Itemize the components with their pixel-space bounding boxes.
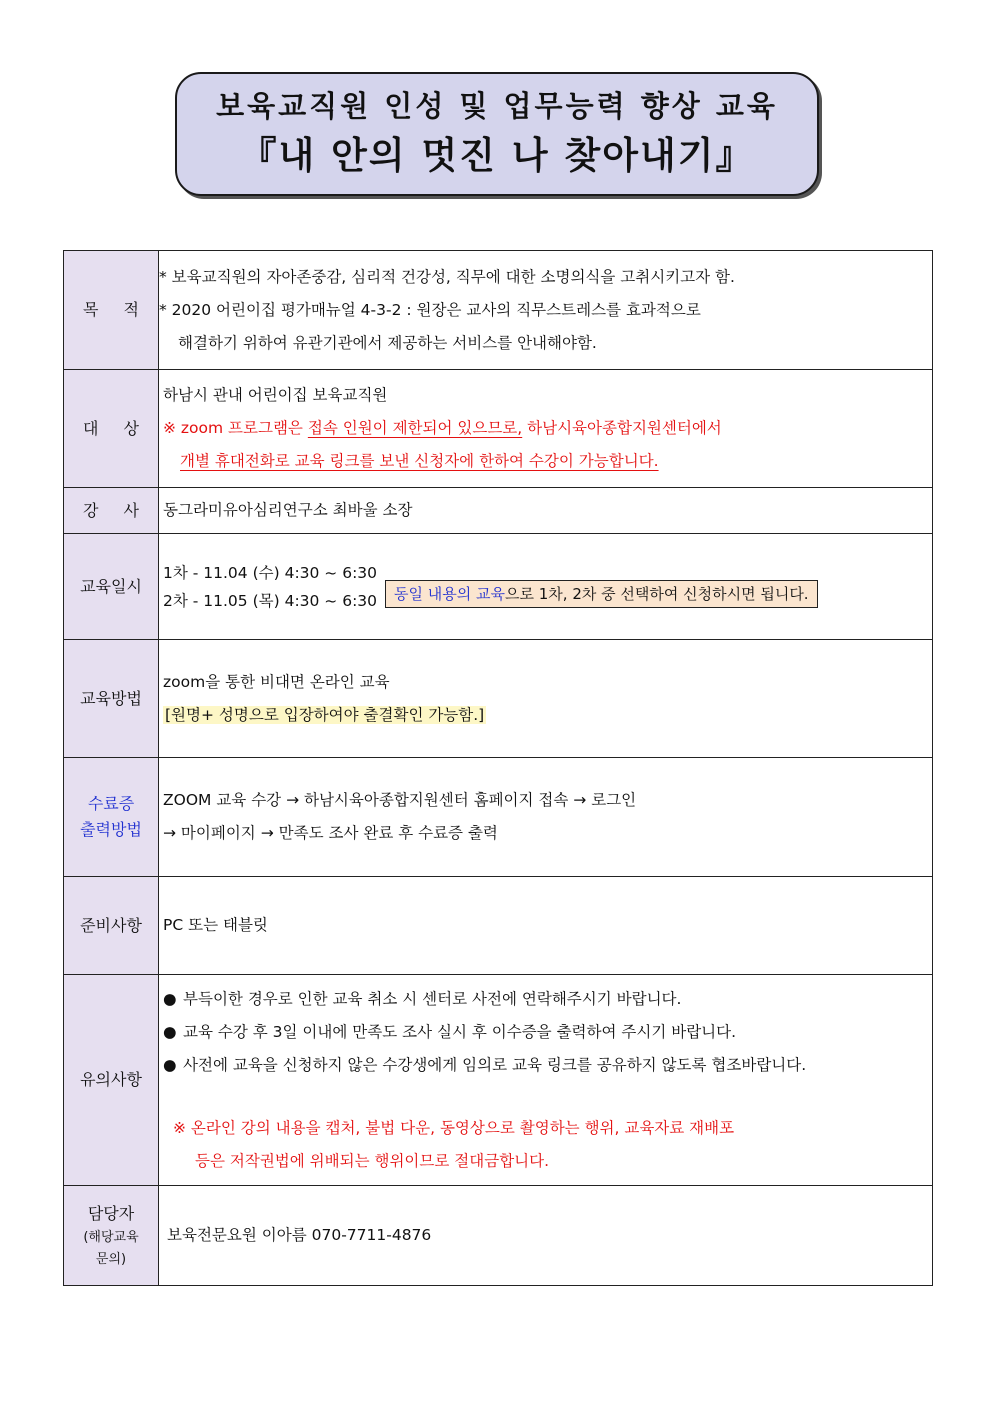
title-main: 보육교직원 인성 및 업무능력 향상 교육 [216, 89, 778, 123]
label-instructor: 강 사 [64, 488, 159, 534]
label-certificate: 수료증 출력방법 [64, 758, 159, 877]
content-purpose [159, 251, 933, 370]
label-purpose: 목 적 [64, 251, 159, 370]
label-preparation: 준비사항 [64, 877, 159, 975]
method-line-2: [원명+ 성명으로 입장하여야 출결확인 가능함.] [165, 705, 485, 724]
contact-value: 보육전문요원 이아름 070-7711-4876 [167, 1226, 432, 1244]
target-line-3: 개별 휴대전화로 교육 링크를 보낸 신청자에 한하여 수강이 가능합니다. [180, 452, 659, 470]
content-instructor [159, 488, 933, 534]
purpose-line-2: * 2020 어린이집 평가매뉴얼 4-3-2 : 원장은 교사의 직무스트레스를 효과적으로 [159, 300, 701, 319]
notes-bullet: ● 부득이한 경우로 인한 교육 취소 시 센터로 사전에 연락해주시기 바랍니다. [163, 989, 682, 1008]
label-notes: 유의사항 [64, 975, 159, 1186]
content-notes [159, 975, 933, 1186]
notes-bullet: ● 사전에 교육을 신청하지 않은 수강생에게 임의로 교육 링크를 공유하지 않도록 협조바랍니다. [163, 1055, 807, 1074]
schedule-session-1: 1차 - 11.04 (수) 4:30 ~ 6:30 [163, 563, 378, 582]
content-schedule [159, 534, 933, 640]
content-target [159, 370, 933, 488]
row-target [64, 370, 933, 488]
content-certificate [159, 758, 933, 877]
label-method: 교육방법 [64, 640, 159, 758]
method-line-1: zoom을 통한 비대면 온라인 교육 [163, 672, 390, 691]
title-box [175, 72, 819, 196]
row-contact [64, 1186, 933, 1286]
preparation-value: PC 또는 태블릿 [163, 916, 268, 934]
content-preparation [159, 877, 933, 975]
row-instructor [64, 488, 933, 534]
label-contact: 담당자 (해당교육 문의) [64, 1186, 159, 1286]
info-table [63, 250, 933, 1286]
notes-warning-line-2: 등은 저작권법에 위배되는 행위이므로 절대금합니다. [195, 1151, 550, 1170]
label-target: 대 상 [64, 370, 159, 488]
row-certificate [64, 758, 933, 877]
schedule-session-2: 2차 - 11.05 (목) 4:30 ~ 6:30 [163, 591, 378, 610]
purpose-line-1: * 보육교직원의 자아존중감, 심리적 건강성, 직무에 대한 소명의식을 고취시키고자 함. [159, 267, 735, 286]
content-method [159, 640, 933, 758]
target-line-1: 하남시 관내 어린이집 보육교직원 [163, 386, 388, 404]
instructor-value: 동그라미유아심리연구소 최바울 소장 [163, 501, 413, 519]
row-notes [64, 975, 933, 1186]
certificate-line-2: → 마이페이지 → 만족도 조사 완료 후 수료증 출력 [163, 824, 498, 842]
content-contact [159, 1186, 933, 1286]
row-preparation [64, 877, 933, 975]
row-method [64, 640, 933, 758]
row-purpose [64, 251, 933, 370]
certificate-line-1: ZOOM 교육 수강 → 하남시육아종합지원센터 홈페이지 접속 → 로그인 [163, 791, 637, 809]
row-schedule [64, 534, 933, 640]
notes-warning-line-1: ※ 온라인 강의 내용을 캡처, 불법 다운, 동영상으로 촬영하는 행위, 교육자료 재배포 [173, 1118, 735, 1137]
notes-bullet: ● 교육 수강 후 3일 이내에 만족도 조사 실시 후 이수증을 출력하여 주시기 바랍니다. [163, 1022, 737, 1041]
label-schedule: 교육일시 [64, 534, 159, 640]
purpose-line-3: 해결하기 위하여 유관기관에서 제공하는 서비스를 안내해야함. [178, 333, 597, 352]
target-line-2: ※ zoom 프로그램은 접속 인원이 제한되어 있으므로, 하남시육아종합지원센터에서 [163, 419, 722, 437]
schedule-note: 동일 내용의 교육으로 1차, 2차 중 선택하여 신청하시면 됩니다. [385, 580, 818, 608]
title-subtitle: 『내 안의 멋진 나 찾아내기』 [239, 134, 755, 177]
